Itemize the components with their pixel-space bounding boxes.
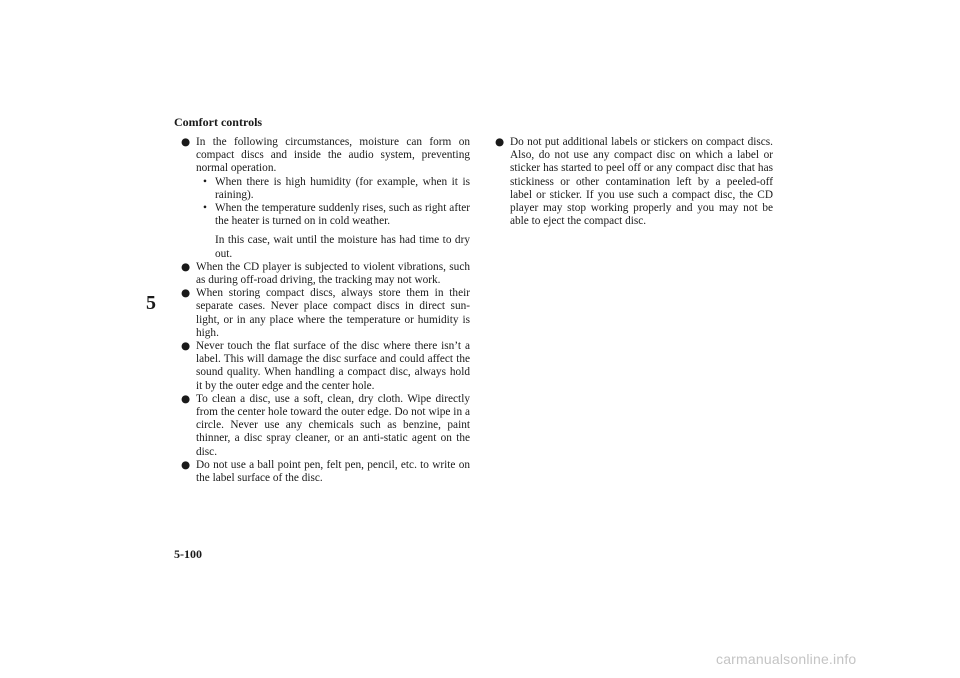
sub-item-text: When the temperature suddenly rises, such as right after the heater is turned on in cold weather. (215, 202, 470, 228)
bullet-item-moisture (181, 136, 470, 261)
watermark: carmanualsonline.info (716, 651, 857, 667)
bullet-icon: ● (181, 287, 191, 300)
sub-bullet-icon: • (203, 202, 207, 215)
sub-item-humidity (196, 176, 470, 202)
item-text: When storing compact discs, always store them in their separate cases. Never place compact discs in direct sun-light, or in any place where the temperature or humidity is high. (196, 287, 470, 339)
bullet-icon: ● (181, 340, 191, 353)
bullet-icon: ● (181, 392, 191, 405)
item-text: Do not use a ball point pen, felt pen, pencil, etc. to write on the label surface of the disc. (196, 458, 470, 485)
item-text: When the CD player is subjected to violent vibrations, such as during off-road driving, the tracking may not work. (196, 260, 470, 287)
bullet-icon: ● (181, 458, 191, 471)
item-text: Never touch the flat surface of the disc where there isn’t a label. This will damage the disc surface and could affect the sound quality. When handling a compact disc, always hold it by the outer edge and the center hole. (196, 340, 470, 392)
item-text: To clean a disc, use a soft, clean, dry cloth. Wipe directly from the center hole toward the outer edge. Do not wipe in a circle. Never use any chemicals such as benzine, paint thinner, a disc spray cleaner, or an anti-static agent on the disc. (196, 392, 470, 458)
section-header: Comfort controls (174, 115, 263, 129)
bullet-item-cleaning (181, 393, 470, 459)
sub-item-temperature (196, 202, 470, 228)
bullet-icon: ● (181, 260, 191, 273)
page-number: 5-100 (174, 547, 202, 561)
right-column (495, 136, 773, 228)
chapter-tab: 5 (146, 292, 156, 314)
bullet-icon: ● (495, 136, 505, 148)
item-text: In the following circumstances, moisture can form on compact discs and inside the audio system, preventing normal operation. (196, 136, 470, 175)
sub-item-text: When there is high humidity (for example, when it is raining). (215, 175, 470, 201)
item-text: Do not put additional labels or stickers on compact discs. Also, do not use any compact disc on which a label or sticker has started to peel off or any compact disc that has stickiness or other contamination left by a peeled-off label or sticker. If you use such a compact disc, the CD player may stop working properly and you may not be able to eject the compact disc. (510, 136, 773, 228)
bullet-item-labels (495, 136, 773, 228)
bullet-item-storing (181, 287, 470, 340)
bullet-item-writing (181, 459, 470, 485)
moisture-note: In this case, wait until the moisture has had time to dry out. (215, 234, 470, 260)
bullet-icon: ● (181, 136, 191, 148)
sub-bullet-icon: • (203, 175, 207, 188)
bullet-item-vibrations (181, 261, 470, 287)
left-column (181, 136, 470, 485)
bullet-item-touching (181, 340, 470, 393)
